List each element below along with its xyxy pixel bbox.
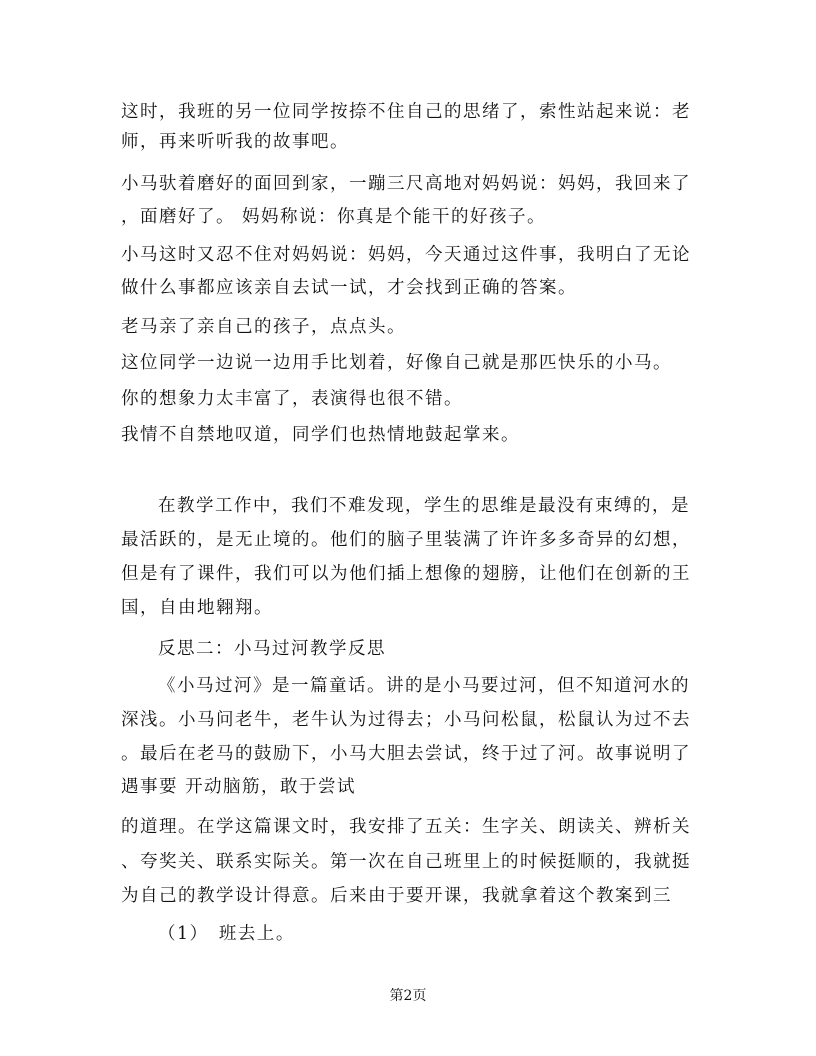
paragraph-line: 、夸奖关、联系实际关。第一次在自己班里上的时候挺顺的，我就挺: [121, 852, 691, 872]
paragraph-line: 深浅。小马问老牛，老牛认为过得去；小马问松鼠，松鼠认为过不去: [121, 710, 691, 730]
paragraph-line: 国，自由地翱翔。: [121, 598, 273, 618]
text-line: 你的想象力太丰富了，表演得也很不错。: [121, 389, 463, 409]
text-line: 老马亲了亲自己的孩子，点点头。: [121, 317, 406, 337]
paragraph-line: （1） 班去上。: [158, 924, 295, 944]
text-line: 做什么事都应该亲自去试一试，才会找到正确的答案。: [121, 278, 577, 298]
text-line: 师，再来听听我的故事吧。: [121, 132, 349, 152]
text-line: 我情不自禁地叹道，同学们也热情地鼓起掌来。: [121, 425, 520, 445]
text-line: 小马驮着磨好的面回到家，一蹦三尺高地对妈妈说：妈妈，我回来了: [121, 174, 691, 194]
paragraph-line: 最活跃的，是无止境的。他们的脑子里装满了许许多多奇异的幻想，: [121, 530, 691, 550]
text-line: 小马这时又忍不住对妈妈说：妈妈，今天通过这件事，我明白了无论: [121, 245, 691, 265]
paragraph-line: 。最后在老马的鼓励下，小马大胆去尝试，终于过了河。故事说明了: [121, 744, 691, 764]
text-line: 这位同学一边说一边用手比划着，好像自己就是那匹快乐的小马。: [121, 353, 672, 373]
paragraph-line: 为自己的教学设计得意。后来由于要开课，我就拿着这个教案到三: [121, 886, 672, 906]
paragraph-line: 但是有了课件，我们可以为他们插上想像的翅膀，让他们在创新的王: [121, 564, 691, 584]
paragraph-line: 在教学工作中，我们不难发现，学生的思维是最没有束缚的，是: [158, 496, 690, 516]
paragraph-line: 遇事要 开动脑筋，敢于尝试: [121, 777, 357, 797]
paragraph-line: 《小马过河》是一篇童话。讲的是小马要过河，但不知道河水的: [158, 676, 690, 696]
text-line: ，面磨好了。 妈妈称说：你真是个能干的好孩子。: [121, 207, 547, 227]
text-line: 这时，我班的另一位同学按捺不住自己的思绪了，索性站起来说：老: [121, 102, 691, 122]
section-heading: 反思二：小马过河教学反思: [158, 639, 386, 659]
paragraph-line: 的道理。在学这篇课文时，我安排了五关：生字关、朗读关、辨析关: [121, 817, 691, 837]
page-number: 第2页: [389, 988, 427, 1004]
